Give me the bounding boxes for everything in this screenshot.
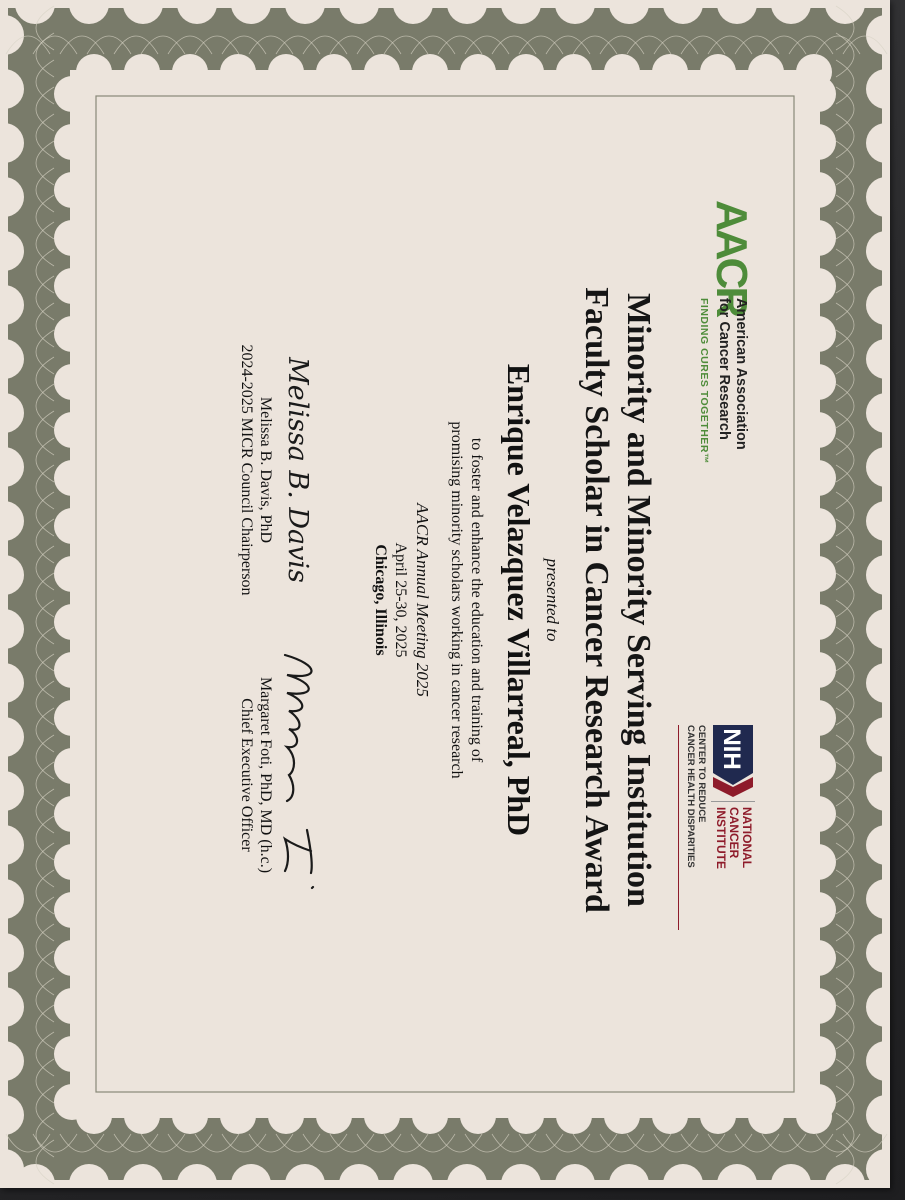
recipient-name: Enrique Velazquez Villarreal, PhD [501, 363, 537, 837]
award-title-line2: Faculty Scholar in Cancer Research Award [578, 287, 615, 913]
nci-line1: NATIONAL [740, 807, 754, 869]
nih-badge-text: NIH [718, 728, 745, 770]
nci-line2: CANCER [727, 807, 741, 859]
signatory-left-title: 2024-2025 MICR Council Chairperson [238, 344, 255, 596]
purpose-line1: to foster and enhance the education and training of [468, 437, 485, 763]
meeting-location: Chicago, Illinois [372, 544, 389, 656]
signature-davis [275, 320, 325, 620]
award-title-line1: Minority and Minority Serving Institution [620, 293, 657, 907]
certificate-content [0, 40, 890, 1160]
aacr-name [715, 298, 749, 488]
meeting-dates: April 25-30, 2025 [392, 542, 409, 658]
signatory-right-name: Margaret Foti, PhD, MD (h.c.) [257, 676, 274, 874]
signatory-right-title: Chief Executive Officer [238, 698, 255, 852]
nci-logo [675, 725, 755, 985]
aacr-logo [675, 200, 755, 490]
presented-to: presented to [543, 558, 562, 642]
purpose-line2: promising minority scholars working in cancer research [448, 421, 465, 779]
signature-foti [275, 625, 325, 925]
nci-line3: INSTITUTE [714, 807, 728, 869]
aacr-name-line2: for Cancer Research [716, 298, 732, 440]
signature-block-right [237, 585, 325, 965]
meeting-name: AACR Annual Meeting 2025 [413, 503, 432, 697]
nci-name [714, 807, 753, 927]
nih-badge-icon [713, 725, 753, 797]
aacr-name-line1: American Association [733, 298, 749, 450]
nih-divider [711, 801, 755, 802]
crchd-line2: CANCER HEALTH DISPARITIES [685, 725, 696, 868]
signatory-left-name: Melissa B. Davis, PhD [257, 396, 274, 544]
crchd-name [685, 725, 707, 925]
crchd-rule [678, 725, 679, 930]
signature-davis-text: Melissa B. Davis [282, 357, 313, 583]
crchd-line1: CENTER TO REDUCE [696, 725, 707, 823]
aacr-tagline: FINDING CURES TOGETHER™ [698, 298, 710, 464]
aacr-mark: AACR [707, 200, 756, 316]
